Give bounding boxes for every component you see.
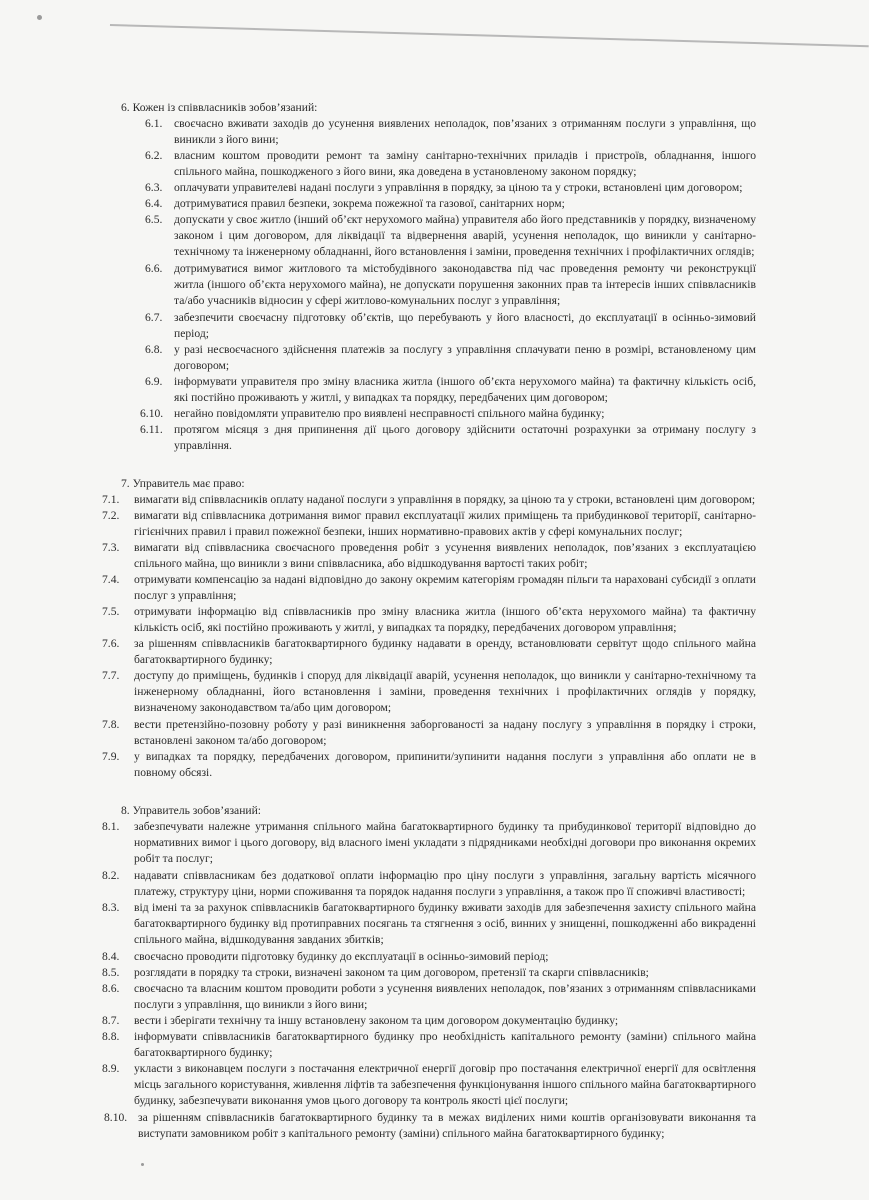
clause-7-1 <box>102 492 756 508</box>
clause-text: забезпечувати належне утримання спільного майна багатоквартирного будинку та прибудинкової території відповідно до нормативних вимог і цього договору, від власного імені укладати з підрядниками необхідні договори про виконання окремих робіт та послуг; <box>134 820 756 866</box>
clause-text: своєчасно та власним коштом проводити роботи з усунення виявлених неполадок, пов’язаних з отриманням співвласниками послуги з управління, що виникли з його вини; <box>134 982 756 1012</box>
clause-text: отримувати інформацію від співвласників про зміну власника житла (іншого об’єкта нерухомого майна) та фактичну кількість осіб, які постійно проживають у житлі, у випадках та порядку, передбачених договором управління; <box>134 605 756 635</box>
clause-7-2 <box>102 508 756 540</box>
clause-8-9 <box>102 1061 756 1110</box>
clause-number: 6.2. <box>145 149 163 162</box>
clause-7-4 <box>102 572 756 604</box>
clause-text: доступу до приміщень, будинків і споруд для ліквідації аварій, усунення неполадок, що виникли у санітарно-технічному та інженерному обладнанні, його встановлення і заміни, проведення технічних і профілактичних оглядів у порядку, визначеному законодавством та/або цим договором; <box>134 669 756 715</box>
clause-6-5 <box>145 212 756 261</box>
clause-text: забезпечити своєчасну підготовку об’єктів, що перебувають у його власності, до експлуатації в осінньо-зимовий період; <box>174 311 756 341</box>
clause-text: своєчасно вживати заходів до усунення виявлених неполадок, пов’язаних з отриманням послуги з управління, що виникли з його вини; <box>174 117 756 147</box>
clause-number: 6.9. <box>145 375 163 388</box>
clause-number: 6.1. <box>145 117 163 130</box>
clause-number: 7.9. <box>102 750 120 763</box>
clause-number: 7.1. <box>102 493 120 506</box>
clause-text: власним коштом проводити ремонт та заміну санітарно-технічних приладів і пристроїв, обладнання, іншого спільного майна, пошкодженого з його вини, яка доведена в установленому законом порядку; <box>174 149 756 179</box>
clause-number: 7.4. <box>102 573 120 586</box>
clause-text: оплачувати управителеві надані послуги з управління в порядку, за ціною та у строки, встановлені цим договором; <box>174 181 743 194</box>
clause-number: 8.8. <box>102 1030 120 1043</box>
clause-number: 6.7. <box>145 311 163 324</box>
clause-text: за рішенням співвласників багатоквартирного будинку та в межах виділених ними коштів організовувати виконання та виступати замовником робіт з капітального ремонту (заміни) спільного майна багатоквартирного будинку; <box>138 1111 756 1141</box>
clause-6-3 <box>145 180 756 196</box>
clause-8-4 <box>102 949 756 965</box>
clause-text: у разі несвоєчасного здійснення платежів за послугу з управління сплачувати пеню в розмірі, встановленому цим договором; <box>174 343 756 373</box>
section-6-heading: 6. Кожен із співвласників зобов’язаний: <box>121 101 318 114</box>
clause-number: 8.10. <box>104 1111 128 1124</box>
section-8-heading: 8. Управитель зобов’язаний: <box>121 804 262 817</box>
clause-6-7 <box>145 310 756 342</box>
clause-8-6 <box>102 981 756 1013</box>
clause-number: 6.4. <box>145 197 163 210</box>
clause-6-2 <box>145 148 756 180</box>
clause-text: вимагати від співвласника дотримання вимог правил експлуатації жилих приміщень та прибудинкової території, санітарно-гігієнічних правил і правил пожежної безпеки, інших нормативно-правових актів у сфері комунальних послуг; <box>134 509 756 539</box>
clause-text: у випадках та порядку, передбачених договором, припинити/зупинити надання послуги з управління або оплати не в повному обсязі. <box>134 750 756 780</box>
clause-number: 6.10. <box>140 407 164 420</box>
clause-text: за рішенням співвласників багатоквартирного будинку надавати в оренду, встановлювати сервітут щодо спільного майна багатоквартирного будинку; <box>134 637 756 667</box>
clause-text: дотримуватися правил безпеки, зокрема пожежної та газової, санітарних норм; <box>174 197 565 210</box>
clause-number: 8.5. <box>102 966 120 979</box>
clause-text: від імені та за рахунок співвласників багатоквартирного будинку вживати заходів для забезпечення захисту спільного майна багатоквартирного будинку від протиправних посягань та стягнення з осіб, винних у знищенні, пошкодженні або викраденні спільного майна, відшкодування завданих збитків; <box>134 901 756 947</box>
clause-number: 7.6. <box>102 637 120 650</box>
clause-6-11 <box>140 422 756 454</box>
clause-text: інформувати співвласників багатоквартирного будинку про необхідність капітального ремонту (заміни) спільного майна багатоквартирного будинку; <box>134 1030 756 1060</box>
clause-7-7 <box>102 668 756 717</box>
clause-text: вимагати від співвласників оплату наданої послуги з управління в порядку, за ціною та у строки, встановлені цим договором; <box>134 493 756 506</box>
clause-text: негайно повідомляти управителю про виявлені несправності спільного майна будинку; <box>174 407 605 420</box>
clause-7-6 <box>102 636 756 668</box>
clause-number: 8.1. <box>102 820 120 833</box>
clause-8-10 <box>104 1110 756 1142</box>
clause-8-3 <box>102 900 756 949</box>
clause-text: своєчасно проводити підготовку будинку до експлуатації в осінньо-зимовий період; <box>134 950 549 963</box>
clause-8-1 <box>102 819 756 868</box>
clause-8-7 <box>102 1013 756 1029</box>
clause-number: 7.7. <box>102 669 120 682</box>
clause-6-8 <box>145 342 756 374</box>
clause-text: допускати у своє житло (інший об’єкт нерухомого майна) управителя або його представників у порядку, визначеному законом і цим договором, для ліквідації та відвернення аварій, усунення неполадок, що виникли у санітарно-технічному та інженерному обладнанні, його встановлення і заміни, проведення технічних і профілактичних оглядів; <box>174 213 756 259</box>
clause-7-8 <box>102 717 756 749</box>
clause-6-4 <box>145 196 756 212</box>
clause-number: 8.9. <box>102 1062 120 1075</box>
clause-text: розглядати в порядку та строки, визначені законом та цим договором, претензії та скарги співвласників; <box>134 966 649 979</box>
clause-number: 6.3. <box>145 181 163 194</box>
clause-6-9 <box>145 374 756 406</box>
clause-7-5 <box>102 604 756 636</box>
clause-number: 8.3. <box>102 901 120 914</box>
clause-text: укласти з виконавцем послуги з постачання електричної енергії договір про постачання електричної енергії для освітлення місць загального користування, живлення ліфтів та забезпечення функціонування іншого спільного майна багатоквартирного будинку, забезпечувати виконання умов цього договору та контроль якості цієї послуги; <box>134 1062 756 1108</box>
clause-text: вести претензійно-позовну роботу у разі виникнення заборгованості за надану послугу з управління в порядку і строки, встановлені законом та/або договором; <box>134 718 756 748</box>
clause-7-9 <box>102 749 756 781</box>
clause-number: 8.6. <box>102 982 120 995</box>
clause-number: 6.11. <box>140 423 163 436</box>
clause-number: 7.8. <box>102 718 120 731</box>
clause-number: 6.6. <box>145 262 163 275</box>
clause-text: дотримуватися вимог житлового та містобудівного законодавства під час проведення ремонту чи реконструкції житла (іншого об’єкта нерухомого майна), не допускати порушення законних прав та інтересів інших співвласників та/або учасників відносин у сфері житлово-комунальних послуг з управління; <box>174 262 756 308</box>
section-7-heading: 7. Управитель має право: <box>121 477 245 490</box>
clause-number: 7.3. <box>102 541 120 554</box>
clause-number: 6.5. <box>145 213 163 226</box>
clause-6-1 <box>145 116 756 148</box>
clause-8-8 <box>102 1029 756 1061</box>
clause-number: 8.2. <box>102 869 120 882</box>
clause-text: інформувати управителя про зміну власника житла (іншого об’єкта нерухомого майна) та фактичну кількість осіб, які постійно проживають у житлі, у випадках та порядку, передбачених цим договором; <box>174 375 756 405</box>
clause-number: 8.7. <box>102 1014 120 1027</box>
clause-text: вести і зберігати технічну та іншу встановлену законом та цим договором документацію будинку; <box>134 1014 619 1027</box>
clause-number: 6.8. <box>145 343 163 356</box>
clause-8-2 <box>102 868 756 900</box>
clause-text: вимагати від співвласника своєчасного проведення робіт з усунення виявлених неполадок, пов’язаних з експлуатацією спільного майна, що виникли з вини співвласника, або відшкодування вартості таких робіт; <box>134 541 756 571</box>
clause-number: 7.5. <box>102 605 120 618</box>
clause-number: 7.2. <box>102 509 120 522</box>
clause-8-5 <box>102 965 756 981</box>
clause-text: отримувати компенсацію за надані відповідно до закону окремим категоріям громадян пільги та нараховані субсидії з оплати послуг з управління; <box>134 573 756 603</box>
clause-text: надавати співвласникам без додаткової оплати інформацію про ціну послуги з управління, загальну вартість місячного платежу, структуру ціни, норми споживання та порядок надання послуги з управління, а також про її споживчі властивості; <box>134 869 756 899</box>
clause-7-3 <box>102 540 756 572</box>
clause-6-6 <box>145 261 756 310</box>
clause-text: протягом місяця з дня припинення дії цього договору здійснити остаточні розрахунки за отриману послугу з управління. <box>174 423 756 453</box>
clause-number: 8.4. <box>102 950 120 963</box>
clause-6-10 <box>140 406 756 422</box>
